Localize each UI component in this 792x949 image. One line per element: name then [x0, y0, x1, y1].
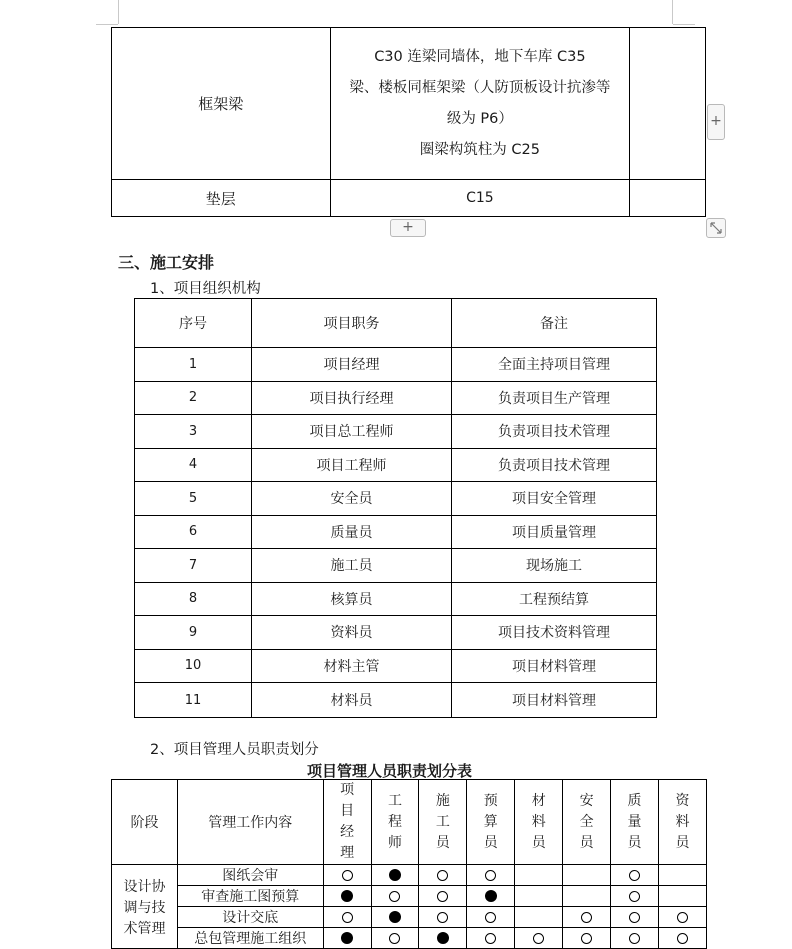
grade-line: C15: [466, 190, 494, 206]
note-cell: 项目技术资料管理: [452, 616, 657, 650]
role-label: 安全员: [579, 792, 594, 851]
row-index-cell: 6: [135, 515, 252, 549]
position-cell: 项目经理: [252, 348, 452, 382]
row-index-cell: 4: [135, 448, 252, 482]
stage-label: 设计协调与技术管理: [123, 879, 166, 937]
responsibility-cell: [563, 907, 611, 928]
crop-mark-left: [118, 0, 119, 24]
table-header-row: [135, 299, 657, 348]
responsibility-cell: [467, 886, 515, 907]
add-column-button[interactable]: +: [707, 104, 725, 140]
org-table: [134, 298, 657, 718]
participate-icon: [629, 912, 640, 923]
responsibility-cell: [658, 886, 706, 907]
role-column-header: [323, 780, 371, 865]
role-column-header: [563, 780, 611, 865]
role-column-header: [611, 780, 659, 865]
responsibility-cell: [467, 865, 515, 886]
responsibility-cell: [371, 928, 419, 949]
material-grade-cell: [330, 180, 630, 217]
row-index-cell: 9: [135, 616, 252, 650]
responsibility-cell: [563, 886, 611, 907]
responsibility-cell: [658, 865, 706, 886]
responsibility-cell: [658, 928, 706, 949]
participate-icon: [437, 912, 448, 923]
note-cell: 工程预结算: [452, 582, 657, 616]
role-column-header: [371, 780, 419, 865]
lead-responsibility-icon: [485, 890, 497, 902]
responsibility-cell: [515, 886, 563, 907]
participate-icon: [629, 933, 640, 944]
role-column-header: [419, 780, 467, 865]
responsibility-cell: [419, 865, 467, 886]
position-cell: 资料员: [252, 616, 452, 650]
table-row: [112, 907, 707, 928]
row-index-cell: 10: [135, 649, 252, 683]
table-row: [135, 448, 657, 482]
table-row: [135, 683, 657, 718]
participate-icon: [629, 891, 640, 902]
crop-mark-right: [672, 0, 673, 24]
row-index-cell: 11: [135, 683, 252, 718]
lead-responsibility-icon: [341, 890, 353, 902]
participate-icon: [485, 912, 496, 923]
responsibility-cell: [611, 886, 659, 907]
responsibility-cell: [467, 928, 515, 949]
responsibility-cell: [515, 928, 563, 949]
column-header: 序号: [135, 299, 252, 348]
stage-column-header: 阶段: [112, 780, 178, 865]
table-row: [135, 515, 657, 549]
table-header-row: [112, 780, 707, 865]
column-header: 项目职务: [252, 299, 452, 348]
grade-line: C30 连梁同墙体，地下车库 C35: [374, 48, 586, 65]
position-cell: 项目总工程师: [252, 415, 452, 449]
position-cell: 安全员: [252, 482, 452, 516]
responsibility-cell: [419, 928, 467, 949]
table-resize-handle[interactable]: [706, 218, 726, 238]
row-index-cell: 5: [135, 482, 252, 516]
note-cell: 项目材料管理: [452, 683, 657, 718]
position-cell: 施工员: [252, 549, 452, 583]
role-label: 质量员: [627, 792, 642, 851]
responsibility-cell: [323, 886, 371, 907]
participate-icon: [629, 870, 640, 881]
responsibility-cell: [323, 907, 371, 928]
note-cell: 现场施工: [452, 549, 657, 583]
duty-table: [111, 779, 707, 949]
responsibility-cell: [371, 886, 419, 907]
grade-line: 圈梁构筑柱为 C25: [419, 141, 540, 158]
table-row: [112, 886, 707, 907]
lead-responsibility-icon: [389, 869, 401, 881]
responsibility-cell: [323, 928, 371, 949]
responsibility-cell: [371, 907, 419, 928]
participate-icon: [389, 891, 400, 902]
role-label: 预算员: [483, 792, 498, 851]
table-row: [112, 28, 706, 180]
participate-icon: [677, 933, 688, 944]
material-note-cell: [630, 180, 706, 217]
responsibility-cell: [563, 928, 611, 949]
position-cell: 项目工程师: [252, 448, 452, 482]
note-cell: 负责项目技术管理: [452, 415, 657, 449]
position-cell: 核算员: [252, 582, 452, 616]
table-row: [135, 381, 657, 415]
add-row-button[interactable]: +: [390, 219, 426, 237]
participate-icon: [485, 870, 496, 881]
role-column-header: [467, 780, 515, 865]
note-cell: 项目材料管理: [452, 649, 657, 683]
table-row: [135, 348, 657, 382]
position-cell: 材料主管: [252, 649, 452, 683]
content-column-header: 管理工作内容: [177, 780, 323, 865]
task-cell: 总包管理施工组织: [177, 928, 323, 949]
role-label: 项目经理: [340, 782, 355, 861]
responsibility-cell: [515, 865, 563, 886]
participate-icon: [581, 933, 592, 944]
table-row: [135, 549, 657, 583]
lead-responsibility-icon: [437, 932, 449, 944]
table-row: [135, 616, 657, 650]
table-row: [112, 928, 707, 949]
table-row: [135, 482, 657, 516]
role-label: 施工员: [435, 792, 450, 851]
subsection-heading: 1、项目组织机构: [150, 281, 261, 297]
material-name-cell: 垫层: [112, 180, 331, 217]
lead-responsibility-icon: [341, 932, 353, 944]
participate-icon: [342, 870, 353, 881]
section-heading: 三、施工安排: [118, 253, 215, 272]
row-index-cell: 8: [135, 582, 252, 616]
note-cell: 负责项目生产管理: [452, 381, 657, 415]
row-index-cell: 1: [135, 348, 252, 382]
participate-icon: [485, 933, 496, 944]
position-cell: 质量员: [252, 515, 452, 549]
participate-icon: [389, 933, 400, 944]
subsection-heading: 2、项目管理人员职责划分: [150, 742, 319, 758]
role-label: 资料员: [675, 792, 690, 851]
position-cell: 项目执行经理: [252, 381, 452, 415]
resize-arrow-icon: [707, 219, 725, 237]
note-cell: 负责项目技术管理: [452, 448, 657, 482]
participate-icon: [533, 933, 544, 944]
row-index-cell: 3: [135, 415, 252, 449]
task-cell: 审查施工图预算: [177, 886, 323, 907]
responsibility-cell: [371, 865, 419, 886]
responsibility-cell: [611, 907, 659, 928]
row-index-cell: 7: [135, 549, 252, 583]
responsibility-cell: [515, 907, 563, 928]
table-row: [112, 865, 707, 886]
column-header: 备注: [452, 299, 657, 348]
role-label: 工程师: [387, 792, 402, 851]
participate-icon: [581, 912, 592, 923]
material-table: [111, 27, 706, 217]
responsibility-cell: [611, 865, 659, 886]
table-row: [135, 415, 657, 449]
responsibility-cell: [419, 907, 467, 928]
note-cell: 全面主持项目管理: [452, 348, 657, 382]
responsibility-cell: [611, 928, 659, 949]
responsibility-cell: [467, 907, 515, 928]
lead-responsibility-icon: [389, 911, 401, 923]
participate-icon: [677, 912, 688, 923]
task-cell: 设计交底: [177, 907, 323, 928]
participate-icon: [437, 891, 448, 902]
material-name-cell: 框架梁: [112, 28, 331, 180]
crop-mark-left-h: [96, 24, 118, 25]
role-column-header: [515, 780, 563, 865]
crop-mark-right-h: [673, 24, 695, 25]
position-cell: 材料员: [252, 683, 452, 718]
material-grade-cell: [330, 28, 630, 180]
participate-icon: [342, 912, 353, 923]
note-cell: 项目安全管理: [452, 482, 657, 516]
grade-line: 级为 P6）: [446, 110, 513, 127]
responsibility-cell: [419, 886, 467, 907]
table-row: [135, 582, 657, 616]
row-index-cell: 2: [135, 381, 252, 415]
task-cell: 图纸会审: [177, 865, 323, 886]
role-column-header: [658, 780, 706, 865]
material-note-cell: [630, 28, 706, 180]
note-cell: 项目质量管理: [452, 515, 657, 549]
responsibility-cell: [563, 865, 611, 886]
duty-table-title: 项目管理人员职责划分表: [307, 762, 473, 780]
table-row: [112, 180, 706, 217]
responsibility-cell: [323, 865, 371, 886]
participate-icon: [437, 870, 448, 881]
grade-line: 梁、楼板同框架梁（人防顶板设计抗渗等: [349, 79, 611, 96]
role-label: 材料员: [531, 792, 546, 851]
responsibility-cell: [658, 907, 706, 928]
table-row: [135, 649, 657, 683]
